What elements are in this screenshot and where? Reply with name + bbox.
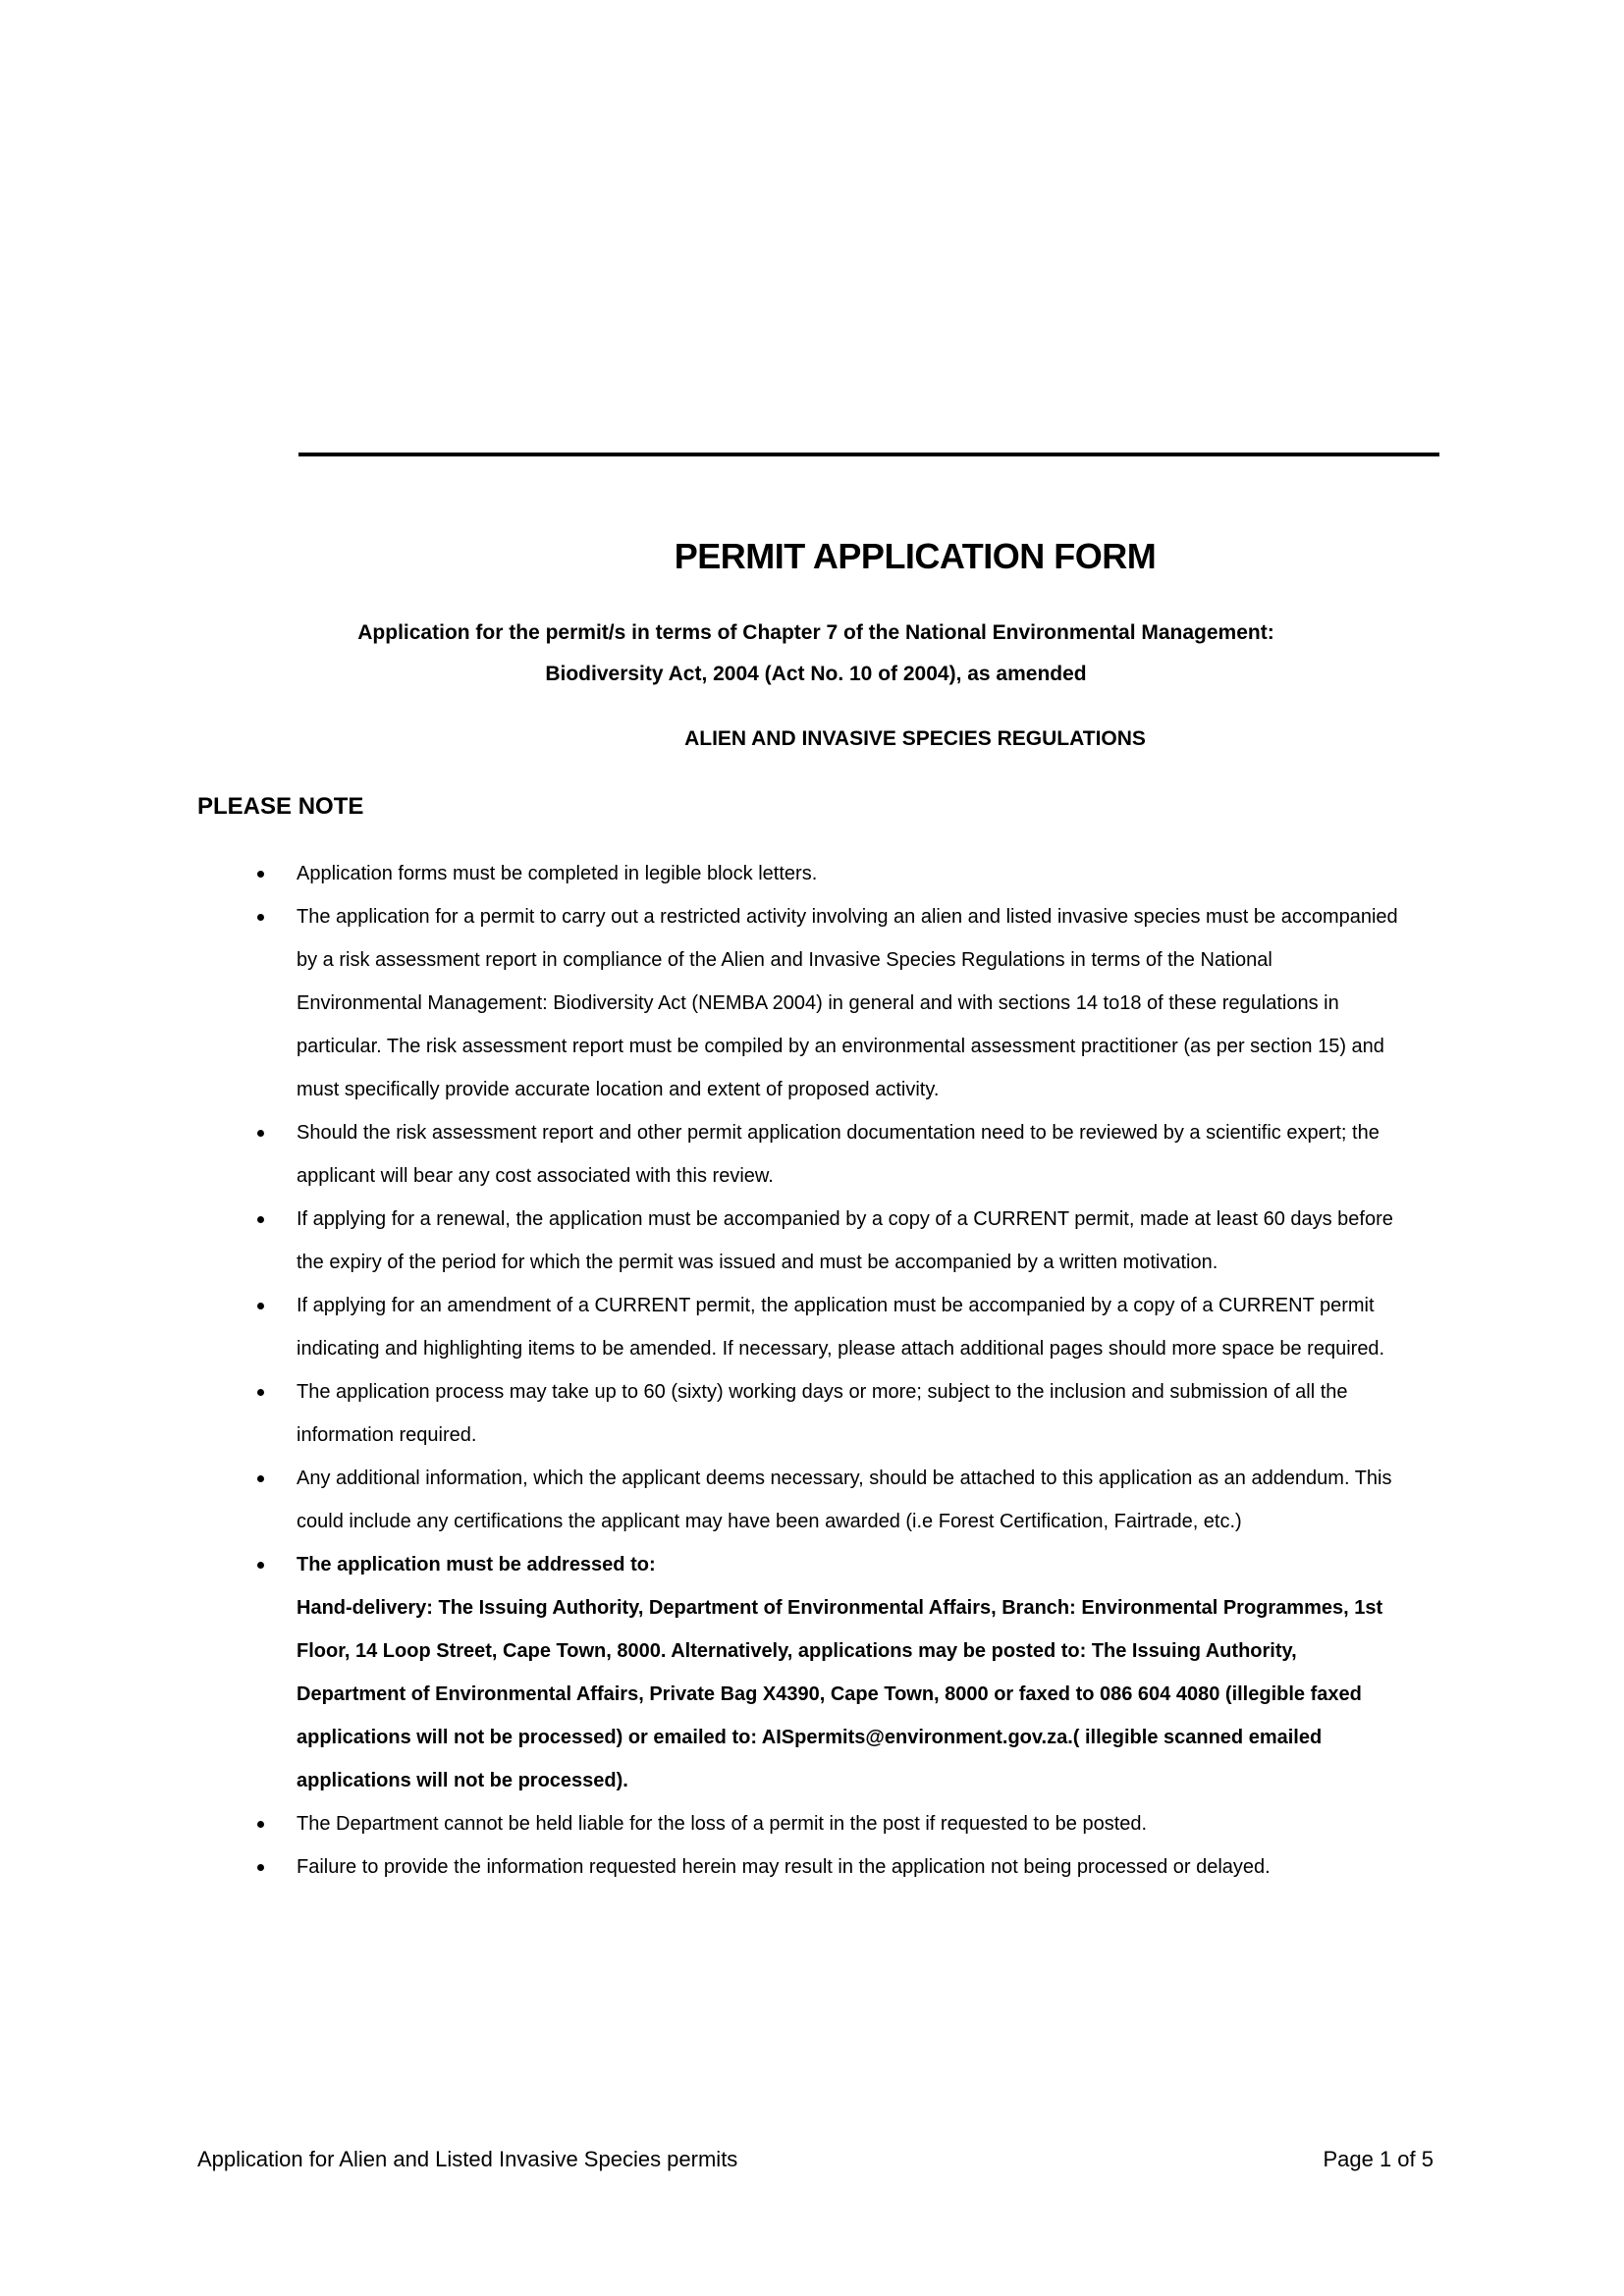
bullet-icon bbox=[257, 1130, 264, 1137]
bullet-icon bbox=[257, 1389, 264, 1396]
list-item bbox=[257, 1284, 1475, 1370]
list-item-line: If applying for a renewal, the application must be accompanied by a copy of a CURRENT permit, made at least 60 days before bbox=[297, 1208, 1393, 1230]
list-item-line: Hand-delivery: The Issuing Authority, Department of Environmental Affairs, Branch: Environmental Programmes, 1st bbox=[297, 1597, 1383, 1619]
notes-list bbox=[257, 852, 1475, 1889]
list-item-line: Environmental Management: Biodiversity Act (NEMBA 2004) in general and with sections 14 to18 of these regulations in bbox=[297, 992, 1339, 1014]
list-item bbox=[257, 1457, 1475, 1543]
header-rule bbox=[298, 453, 1439, 456]
list-item-line: Any additional information, which the applicant deems necessary, should be attached to this application as an addendum. This bbox=[297, 1468, 1392, 1489]
list-item-line: the expiry of the period for which the permit was issued and must be accompanied by a written motivation. bbox=[297, 1252, 1218, 1273]
list-item-line: Application forms must be completed in legible block letters. bbox=[297, 863, 818, 884]
list-item bbox=[257, 1370, 1475, 1457]
list-item-line: applications will not be processed) or emailed to: AISpermits@environment.gov.za.( illegible scanned emailed bbox=[297, 1727, 1323, 1748]
list-item-line: information required. bbox=[297, 1424, 477, 1446]
list-item bbox=[257, 895, 1475, 1111]
list-item bbox=[257, 1198, 1475, 1284]
bullet-icon bbox=[257, 1475, 264, 1482]
subtitle-line-1: Application for the permit/s in terms of Chapter 7 of the National Environmental Management: bbox=[357, 621, 1274, 644]
list-item-line: by a risk assessment report in compliance of the Alien and Invasive Species Regulations in terms of the National bbox=[297, 949, 1272, 971]
footer-title: Application for Alien and Listed Invasive Species permits bbox=[197, 2147, 738, 2171]
list-item-line: The application must be addressed to: bbox=[297, 1554, 656, 1575]
bullet-icon bbox=[257, 1821, 264, 1828]
list-item-line: could include any certifications the applicant may have been awarded (i.e Forest Certification, Fairtrade, etc.) bbox=[297, 1511, 1242, 1532]
bullet-icon bbox=[257, 1216, 264, 1223]
list-item-line: must specifically provide accurate location and extent of proposed activity. bbox=[297, 1079, 940, 1100]
please-note-heading: PLEASE NOTE bbox=[197, 793, 364, 820]
list-item-line: Department of Environmental Affairs, Private Bag X4390, Cape Town, 8000 or faxed to 086 604 4080 (illegible faxed bbox=[297, 1683, 1362, 1705]
bullet-icon bbox=[257, 914, 264, 921]
subtitle-line-2: Biodiversity Act, 2004 (Act No. 10 of 2004), as amended bbox=[545, 663, 1087, 685]
page-number: Page 1 of 5 bbox=[1323, 2147, 1434, 2171]
list-item bbox=[257, 1543, 1475, 1802]
list-item-line: If applying for an amendment of a CURRENT permit, the application must be accompanied by a copy of a CURRENT permit bbox=[297, 1295, 1375, 1316]
bullet-icon bbox=[257, 1562, 264, 1569]
list-item-line: Floor, 14 Loop Street, Cape Town, 8000. Alternatively, applications may be posted to: The Issuing Authority, bbox=[297, 1640, 1297, 1662]
list-item-line: The application process may take up to 60 (sixty) working days or more; subject to the inclusion and submission of all the bbox=[297, 1381, 1348, 1403]
list-item bbox=[257, 1802, 1475, 1845]
list-item-line: Should the risk assessment report and other permit application documentation need to be reviewed by a scientific expert; the bbox=[297, 1122, 1380, 1144]
page-title: PERMIT APPLICATION FORM bbox=[674, 536, 1157, 576]
list-item-line: The application for a permit to carry out a restricted activity involving an alien and listed invasive species must be accompanied bbox=[297, 906, 1398, 928]
list-item-line: particular. The risk assessment report must be compiled by an environmental assessment practitioner (as per section 15) and bbox=[297, 1036, 1384, 1057]
list-item-line: indicating and highlighting items to be amended. If necessary, please attach additional pages should more space be required. bbox=[297, 1338, 1385, 1360]
list-item-line: applicant will bear any cost associated with this review. bbox=[297, 1165, 774, 1187]
bullet-icon bbox=[257, 1864, 264, 1871]
regulations-heading: ALIEN AND INVASIVE SPECIES REGULATIONS bbox=[684, 727, 1146, 750]
list-item-line: Failure to provide the information requested herein may result in the application not being processed or delayed. bbox=[297, 1856, 1271, 1878]
list-item-line: The Department cannot be held liable for the loss of a permit in the post if requested to be posted. bbox=[297, 1813, 1148, 1835]
list-item bbox=[257, 852, 1475, 895]
list-item bbox=[257, 1111, 1475, 1198]
bullet-icon bbox=[257, 1303, 264, 1309]
subtitle bbox=[0, 613, 1624, 695]
list-item-line: applications will not be processed). bbox=[297, 1770, 628, 1791]
list-item bbox=[257, 1845, 1475, 1889]
bullet-icon bbox=[257, 871, 264, 878]
